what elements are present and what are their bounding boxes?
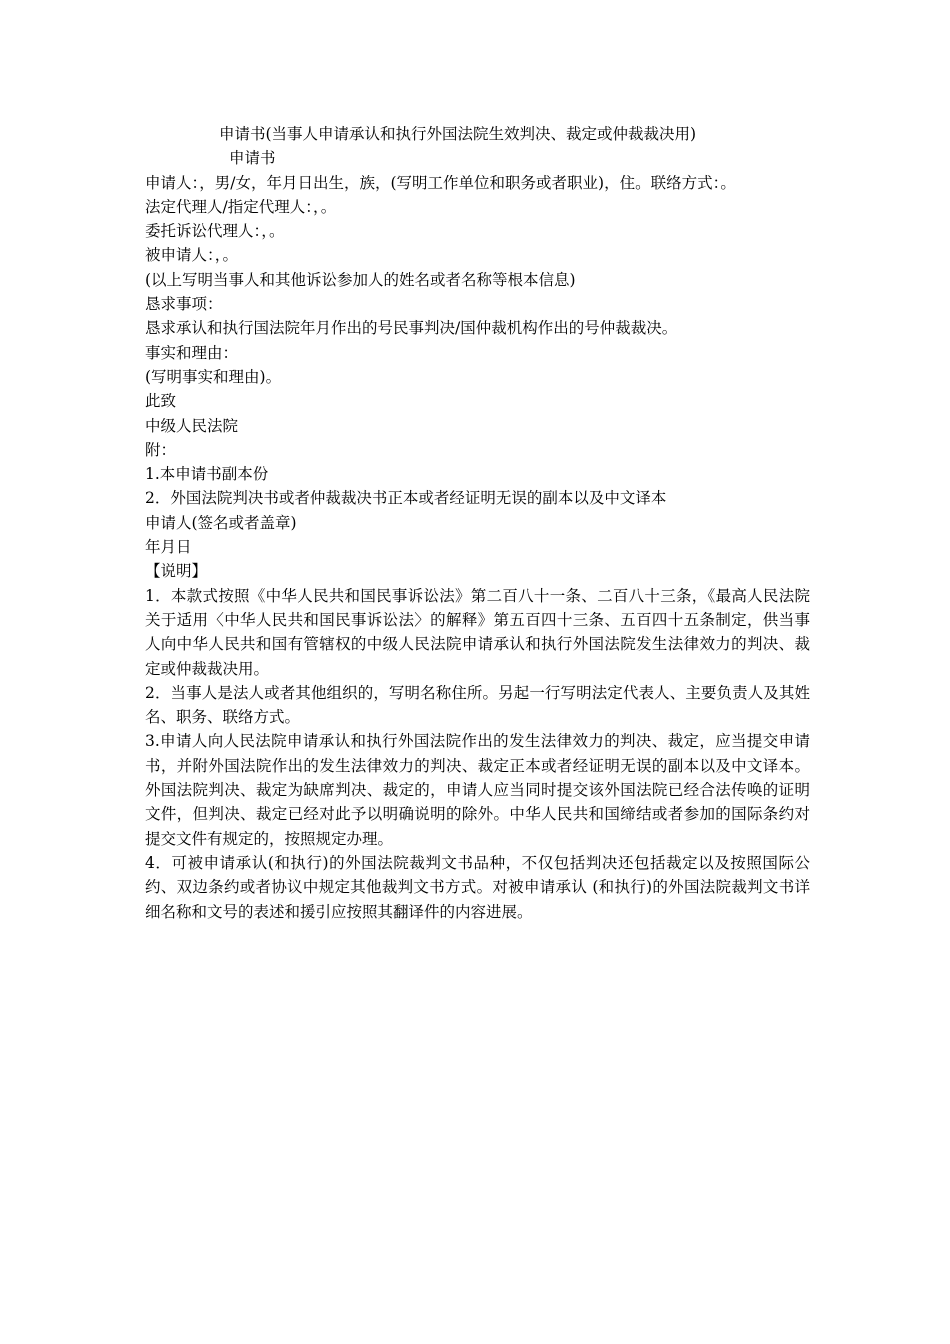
court-name: 中级人民法院 xyxy=(145,416,239,435)
respondent-line: 被申请人：，。 xyxy=(145,246,239,265)
attachment-item: 1.本申请书副本份 xyxy=(145,465,269,484)
closing-salutation: 此致 xyxy=(145,392,177,411)
document-title: 申请书(当事人申请承认和执行外国法院生效判决、裁定或仲裁裁决用) xyxy=(219,125,697,143)
note-item: 1．本款式按照《中华人民共和国民事诉讼法》第二百八十一条、二百八十三条，《最高人民法院关于适用〈中华人民共和国民事诉讼法〉的解释》第五百四十三条、五百四十五条制定，供当事人向中华人民共和国有管辖权的中级人民法院申请承认和执行外国法院发生法律效力的判决、裁定或仲裁裁决用。 xyxy=(145,586,810,678)
document-body xyxy=(145,122,810,924)
facts-heading: 事实和理由： xyxy=(145,343,239,362)
note-item: 2．当事人是法人或者其他组织的，写明名称住所。另起一行写明法定代表人、主要负责人及其姓名、职务、联络方式。 xyxy=(145,683,810,727)
note-item: 4．可被申请承认(和执行)的外国法院裁判文书品种，不仅包括判决还包括裁定以及按照国际公约、双边条约或者协议中规定其他裁判文书方式。对被申请承认 (和执行)的外国法院裁判文书详细名称和文号的表述和援引应按照其翻译件的内容进展。 xyxy=(145,853,810,921)
request-body: 恳求承认和执行国法院年月作出的号民事判决/国仲裁机构作出的号仲裁裁决。 xyxy=(145,319,678,338)
request-heading: 恳求事项： xyxy=(145,295,223,314)
legal-representative-line: 法定代理人/指定代理人：，。 xyxy=(145,197,337,216)
attachments-heading: 附： xyxy=(145,440,177,459)
document-subtitle: 申请书 xyxy=(229,149,276,168)
agent-line: 委托诉讼代理人：，。 xyxy=(145,222,285,241)
signature-line: 申请人(签名或者盖章) xyxy=(145,513,297,532)
note-item: 3.申请人向人民法院申请承认和执行外国法院作出的发生法律效力的判决、裁定，应当提交申请书，并附外国法院作出的发生法律效力的判决、裁定正本或者经证明无误的副本以及中文译本。外国法院判决、裁定为缺席判决、裁定的，申请人应当同时提交该外国法院已经合法传唤的证明文件，但判决、裁定已经对此予以明确说明的除外。中华人民共和国缔结或者参加的国际条约对提交文件有规定的，按照规定办理。 xyxy=(145,732,810,848)
date-line: 年月日 xyxy=(145,538,192,557)
notes-heading: 【说明】 xyxy=(145,562,208,581)
facts-body: (写明事实和理由)。 xyxy=(145,367,282,386)
attachment-item: 2．外国法院判决书或者仲裁裁决书正本或者经证明无误的副本以及中文译本 xyxy=(145,489,667,508)
applicant-line: 申请人：，男/女，年月日出生，族，(写明工作单位和职务或者职业)，住。联络方式：。 xyxy=(145,173,736,192)
parties-note: (以上写明当事人和其他诉讼参加人的姓名或者名称等根本信息) xyxy=(145,270,576,289)
